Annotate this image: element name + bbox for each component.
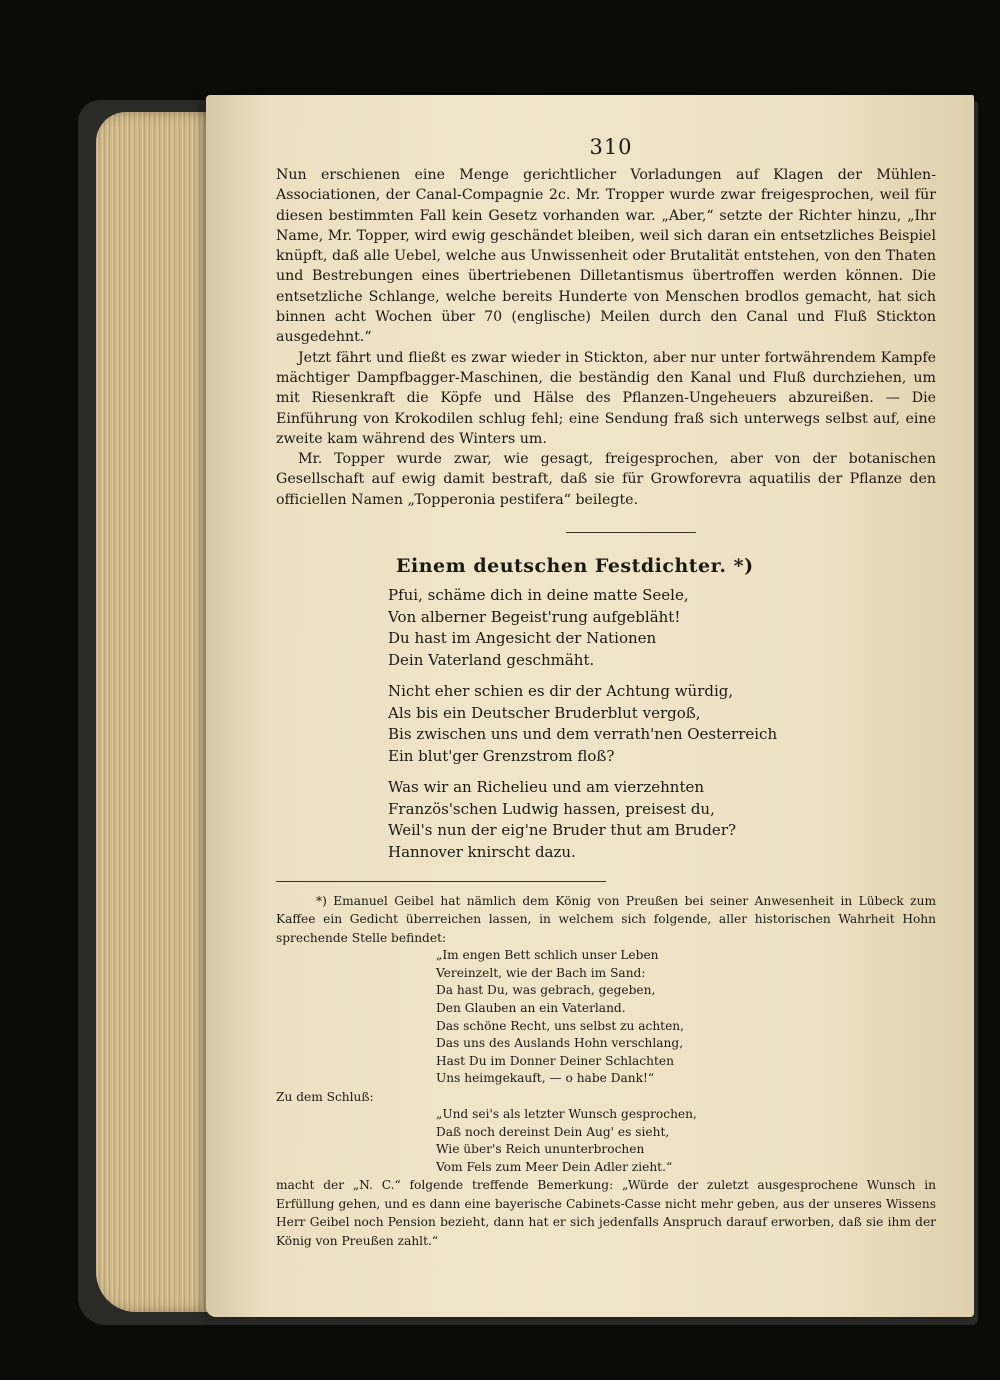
footnote-verse-line: Da hast Du, was gebrach, gegeben, [436,983,656,998]
poem-line: Von alberner Begeist'rung aufgebläht! [388,607,681,626]
prose-section [276,165,936,510]
footnote-verse-line: „Und sei's als letzter Wunsch gesprochen, [436,1107,697,1122]
prose-paragraph-1: Nun erschienen eine Menge gerichtlicher Vorladungen auf Klagen der Mühlen-Associationen, der Canal-Compagnie 2c. Mr. Tropper wurde zwar freigesprochen, weil für diesen bestimmten Fall kein Gesetz vorhanden war. „Aber,“ setzte der Richter hinzu, „Ihr Name, Mr. Topper, wird ewig geschändet bleiben, weil sich daran ein entsetzliches Beispiel knüpft, daß alle Uebel, welche aus Unwissenheit oder Brutalität entstehen, von den Thaten und Bestrebungen eines übertriebenen Dilletantismus übertroffen werden können. Die entsetzliche Schlange, welche bereits Hunderte von Menschen brodlos gemacht, hat sich binnen acht Wochen über 70 (englische) Meilen durch den Canal und Fluß Stickton ausgedehnt.“ [276,167,936,346]
poem-line: Du hast im Angesicht der Nationen [388,629,657,648]
poem-line: Weil's nun der eig'ne Bruder thut am Bruder? [388,821,737,840]
poem-line: Französ'schen Ludwig hassen, preisest du, [388,799,715,818]
poem-stanza-3 [388,777,936,863]
footnote-verse-line: Daß noch dereinst Dein Aug' es sieht, [436,1124,670,1139]
poem-line: Bis zwischen uns und dem verrath'nen Oesterreich [388,725,778,744]
poem-stanza-2 [388,681,936,767]
footnote-closing: macht der „N. C.“ folgende treffende Bemerkung: „Würde der zuletzt ausgesprochene Wunsch in Erfüllung gehen, und es dann eine bayerische Cabinets-Casse nicht mehr geben, aus der unseres Wissens Herr Geibel noch Pension bezieht, dann hat er sich jedenfalls Anspruch darauf erworben, daß sie ihm der König von Preußen zahlt.“ [276,1178,936,1248]
section-divider [566,532,696,533]
footnote-verse-line: Hast Du im Donner Deiner Schlachten [436,1053,674,1068]
footnote-verse-line: Das schöne Recht, uns selbst zu achten, [436,1018,685,1033]
footnote-verse-1 [436,947,936,1088]
prose-paragraph-3: Mr. Topper wurde zwar, wie gesagt, freigesprochen, aber von der botanischen Gesellschaft auf ewig damit bestraft, daß sie für Growforevra aquatilis der Pflanze den officiellen Namen „Topperonia pestifera“ beilegte. [276,451,936,508]
poem-line: Nicht eher schien es dir der Achtung würdig, [388,682,734,701]
page-edges [96,112,224,1312]
footnote-verse-line: Vereinzelt, wie der Bach im Sand: [436,965,646,980]
footnote-verse-line: Das uns des Auslands Hohn verschlang, [436,1036,684,1051]
footnote-verse-line: Vom Fels zum Meer Dein Adler zieht.“ [436,1159,673,1174]
footnote-divider [276,881,606,882]
footnote-label: Zu dem Schluß: [276,1090,374,1105]
poem-stanza-1 [388,585,936,671]
footnote-verse-line: Den Glauben an ein Vaterland. [436,1001,626,1016]
footnote-verse-line: Wie über's Reich ununterbrochen [436,1142,645,1157]
book-page [206,95,974,1317]
poem-title: Einem deutschen Festdichter. *) [396,555,754,578]
prose-paragraph-2: Jetzt fährt und fließt es zwar wieder in Stickton, aber nur unter fortwährendem Kampfe mächtiger Dampfbagger-Maschinen, die beständig den Kanal und Fluß durchziehen, um mit Riesenkraft die Köpfe und Hälse des Pflanzen-Ungeheuers abzureißen. — Die Einführung von Krokodilen schlug fehl; eine Sendung fraß sich unterwegs selbst auf, eine zweite kam während des Winters um. [276,349,936,447]
footnote-verse-line: „Im engen Bett schlich unser Leben [436,948,659,963]
poem-line: Ein blut'ger Grenzstrom floß? [388,746,615,765]
poem-line: Pfui, schäme dich in deine matte Seele, [388,586,689,605]
poem-line: Hannover knirscht dazu. [388,842,576,861]
poem-line: Was wir an Richelieu und am vierzehnten [388,778,705,797]
footnote [276,892,936,1250]
page-content [276,135,936,1250]
footnote-verse-2 [436,1106,936,1176]
page-number: 310 [589,135,633,159]
footnote-intro: *) Emanuel Geibel hat nämlich dem König von Preußen bei seiner Anwesenheit in Lübeck zum Kaffee ein Gedicht überreichen lassen, in welchem sich folgende, aller historischen Wahrheit Hohn sprechende Stelle befindet: [276,894,936,945]
poem-line: Dein Vaterland geschmäht. [388,650,595,669]
poem-line: Als bis ein Deutscher Bruderblut vergoß, [388,703,701,722]
footnote-verse-line: Uns heimgekauft, — o habe Dank!“ [436,1071,655,1086]
